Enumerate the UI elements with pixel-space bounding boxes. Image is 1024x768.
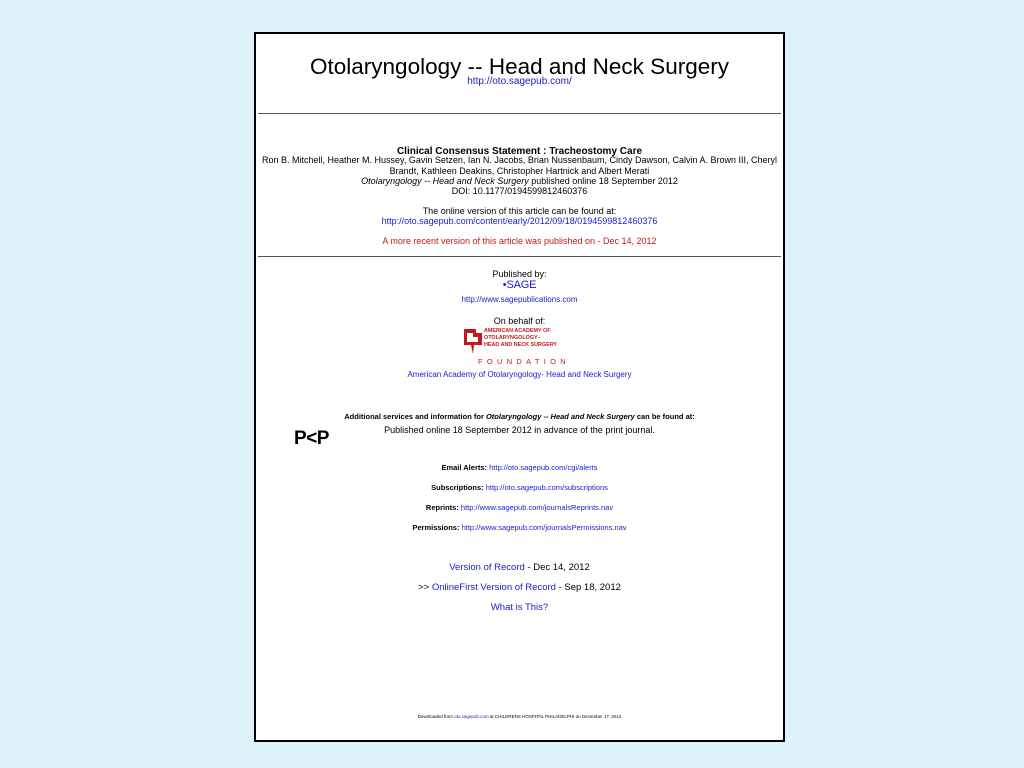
onlinefirst-link[interactable]: OnlineFirst Version of Record — [431, 582, 556, 593]
article-citation — [256, 176, 783, 186]
subscriptions-link[interactable]: http://oto.sagepub.com/subscriptions — [485, 483, 608, 492]
aao-logo-line: HEAD AND NECK SURGERY — [484, 342, 557, 348]
download-footer — [256, 714, 783, 719]
subscriptions-row — [256, 483, 783, 492]
online-version-link[interactable]: http://oto.sagepub.com/content/early/2012/09/18/0194599812460376 — [381, 216, 658, 226]
citation-journal: Otolaryngology -- Head and Neck Surgery — [361, 176, 529, 186]
sage-logo — [256, 279, 783, 291]
article-doi: DOI: 10.1177/0194599812460376 — [451, 186, 588, 196]
email-alerts-label: Email Alerts: — [441, 463, 488, 472]
foundation-link[interactable]: American Academy of Otolaryngology- Head and Neck Surgery — [407, 370, 632, 379]
sage-logo-text: SAGE — [506, 279, 537, 291]
onlinefirst-date: - Sep 18, 2012 — [555, 582, 621, 593]
onlinefirst-prefix: >> — [418, 582, 432, 593]
aao-logo-foundation-word: FOUNDATION — [477, 357, 571, 366]
aao-logo-text — [484, 328, 557, 349]
reprints-link[interactable]: http://www.sagepub.com/journalsReprints.nav — [460, 503, 614, 512]
email-alerts-link[interactable]: http://oto.sagepub.com/cgi/alerts — [489, 463, 598, 472]
intro-journal: Otolaryngology -- Head and Neck Surgery — [485, 412, 635, 421]
onlinefirst-row — [256, 582, 783, 593]
published-online-note: Published online 18 September 2012 in advance of the print journal. — [384, 425, 655, 435]
aao-foundation-logo — [462, 327, 586, 369]
citation-date: published online 18 September 2012 — [528, 176, 678, 186]
aao-logo-line: AMERICAN ACADEMY OF — [484, 328, 551, 334]
subscriptions-label: Subscriptions: — [431, 483, 484, 492]
what-is-this-link[interactable]: What is This? — [490, 602, 549, 613]
aao-logo-line: OTOLARYNGOLOGY– — [484, 335, 541, 341]
permissions-link[interactable]: http://www.sagepub.com/journalsPermissions.nav — [461, 523, 627, 532]
article-title: Clinical Consensus Statement : Tracheostomy Care — [396, 146, 643, 157]
intro-suffix: can be found at: — [634, 412, 695, 421]
aao-shield-icon — [462, 327, 484, 355]
recent-version-notice[interactable]: A more recent version of this article was published on - Dec 14, 2012 — [382, 236, 657, 246]
version-of-record-date: - Dec 14, 2012 — [524, 562, 590, 573]
published-by-label: Published by: — [492, 269, 547, 279]
journal-title: Otolaryngology -- Head and Neck Surgery — [310, 54, 729, 79]
journal-url-link[interactable]: http://oto.sagepub.com/ — [467, 76, 572, 87]
sage-logo-icon: • — [502, 279, 507, 291]
email-alerts-row — [256, 463, 783, 472]
reprints-label: Reprints: — [425, 503, 459, 512]
download-suffix: at CHILDRENS HOSPITAL PHILADELPHI on December 17, 2012 — [488, 714, 622, 719]
version-of-record-link[interactable]: Version of Record — [449, 562, 525, 573]
additional-services-intro — [256, 412, 783, 421]
permissions-row — [256, 523, 783, 532]
document-page — [254, 32, 785, 742]
divider-middle — [258, 256, 781, 257]
download-link[interactable]: oto.sagepub.com — [454, 714, 489, 719]
intro-prefix: Additional services and information for — [344, 412, 486, 421]
download-prefix: Downloaded from — [417, 714, 455, 719]
on-behalf-label: On behalf of: — [493, 316, 546, 326]
reprints-row — [256, 503, 783, 512]
pcp-badge: P<P — [294, 428, 329, 449]
version-of-record-row — [256, 562, 783, 573]
online-version-label: The online version of this article can be found at: — [422, 206, 617, 216]
divider-top — [258, 113, 781, 114]
sage-url-link[interactable]: http://www.sagepublications.com — [461, 295, 578, 304]
permissions-label: Permissions: — [412, 523, 460, 532]
article-authors: Ron B. Mitchell, Heather M. Hussey, Gavin Setzen, Ian N. Jacobs, Brian Nussenbaum, Cindy Dawson, Calvin A. Brown III, Cheryl Brandt, Kathleen Deakins, Christopher Hartnick and Albert Merati — [261, 155, 778, 176]
